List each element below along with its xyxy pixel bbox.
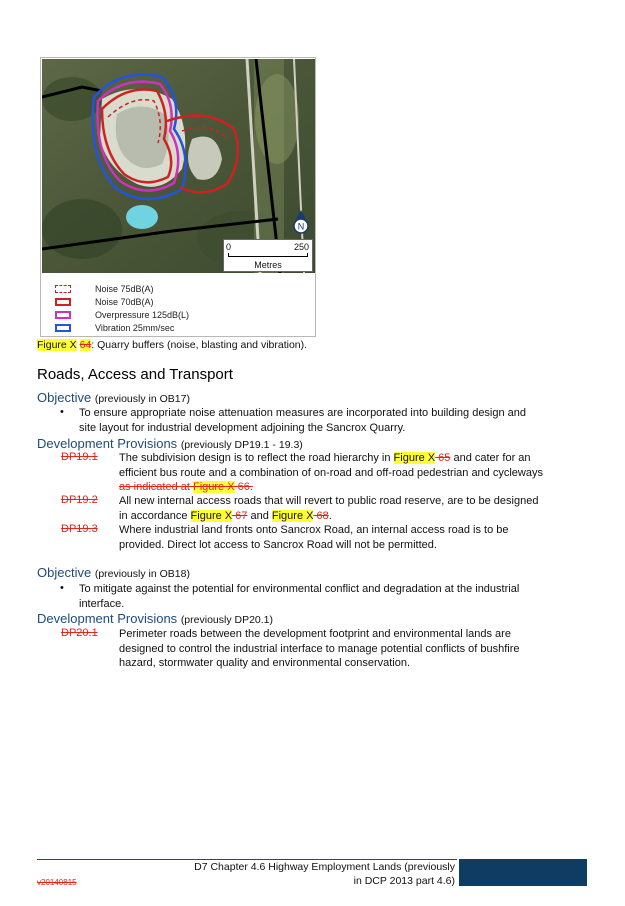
- text-line: provided. Direct lot access to Sancrox Road will not be permitted.: [119, 538, 437, 551]
- figure-reference: Figure X: [271, 509, 314, 522]
- objective-heading: [37, 390, 190, 405]
- legend-swatch: [55, 298, 71, 306]
- objective-label: Objective: [37, 390, 92, 405]
- scale-bar: [223, 239, 313, 272]
- provisions-heading: [37, 436, 303, 451]
- legend-label: Vibration 25mm/sec: [95, 323, 175, 333]
- deleted-text: 68: [313, 509, 329, 522]
- text-line: To ensure appropriate noise attenuation measures are incorporated into building design and: [79, 407, 527, 419]
- figure-reference: Figure X: [193, 481, 235, 493]
- bullet-icon: •: [60, 406, 64, 418]
- provision-text: [119, 627, 589, 671]
- legend-swatch: [55, 324, 71, 332]
- text-line: The subdivision design is to reflect the road hierarchy in Figure X 65 and cater for an: [119, 452, 531, 464]
- caption-text: : Quarry buffers (noise, blasting and vibration).: [91, 339, 308, 351]
- scale-max: 250: [293, 242, 309, 252]
- text-line: efficient bus route and a combination of on-road and off-road pedestrian and cycleways: [119, 466, 543, 479]
- deleted-figure-number: 64: [79, 339, 92, 351]
- footer-rule: [37, 859, 457, 860]
- objective-label: Objective: [37, 565, 92, 580]
- provision-code: DP19.3: [61, 523, 98, 535]
- north-arrow-icon: [292, 210, 310, 236]
- version-stamp: v20140815: [37, 878, 77, 887]
- provisions-note: (previously DP19.1 - 19.3): [180, 439, 303, 451]
- footer-title-line: in DCP 2013 part 4.6): [353, 874, 455, 887]
- legend-label: Noise 70dB(A): [95, 297, 154, 307]
- provision-text: [119, 451, 589, 495]
- provisions-note: (previously DP20.1): [180, 614, 274, 626]
- legend-swatch: [55, 311, 71, 319]
- bullet-icon: •: [60, 582, 64, 594]
- provision-code: DP19.1: [61, 451, 98, 463]
- provisions-label: Development Provisions: [37, 436, 178, 451]
- deleted-text: as indicated at: [119, 481, 193, 493]
- objective-note: (previously in OB17): [94, 393, 190, 405]
- footer-title: [155, 861, 455, 888]
- legend-label: Noise 75dB(A): [95, 284, 154, 294]
- text-line: hazard, stormwater quality and environmental conservation.: [119, 657, 411, 669]
- deleted-text: 66.: [234, 481, 253, 493]
- quarry-buffer-figure: [40, 57, 316, 337]
- text-line: interface.: [79, 597, 125, 610]
- scale-bar-line: [228, 253, 308, 257]
- text-line: site layout for industrial development adjoining the Sancrox Quarry.: [79, 421, 406, 434]
- scale-unit: Metres: [254, 260, 282, 270]
- text-line: designed to control the industrial interface to manage potential conflicts of bushfire: [119, 642, 520, 655]
- provisions-heading: [37, 611, 273, 626]
- text-line: [119, 480, 589, 495]
- objective-note: (previously in OB18): [94, 568, 190, 580]
- deleted-text: 67: [232, 509, 248, 522]
- provisions-label: Development Provisions: [37, 611, 178, 626]
- figure-label: Figure X: [37, 339, 77, 351]
- text-line: Where industrial land fronts onto Sancrox Road, an internal access road is to be: [119, 524, 509, 536]
- figure-caption: [37, 339, 307, 351]
- objective-text: [79, 582, 579, 611]
- text-line: To mitigate against the potential for environmental conflict and degradation at the industrial: [79, 583, 520, 595]
- objective-heading: [37, 565, 190, 580]
- text-line: All new internal access roads that will revert to public road reserve, are to be designed: [119, 495, 539, 507]
- deleted-text: 65: [435, 452, 451, 464]
- provision-code: DP20.1: [61, 627, 98, 639]
- scale-min: 0: [226, 242, 232, 252]
- north-label: N: [297, 221, 305, 232]
- legend-label: Overpressure 125dB(L): [95, 310, 190, 320]
- provision-code: DP19.2: [61, 494, 98, 506]
- objective-text: [79, 406, 579, 435]
- figure-reference: Figure X: [393, 452, 436, 464]
- text-line: in accordance Figure X 67 and Figure X 68.: [119, 509, 332, 522]
- text-line: Perimeter roads between the development footprint and environmental lands are: [119, 628, 511, 640]
- provision-text: [119, 523, 589, 552]
- section-title: Roads, Access and Transport: [37, 366, 233, 383]
- footer-title-line: D7 Chapter 4.6 Highway Employment Lands (previously: [194, 861, 455, 873]
- provision-text: [119, 494, 589, 523]
- figure-reference: Figure X: [190, 509, 233, 522]
- footer-accent-block: [459, 859, 587, 886]
- legend-swatch: [55, 285, 71, 293]
